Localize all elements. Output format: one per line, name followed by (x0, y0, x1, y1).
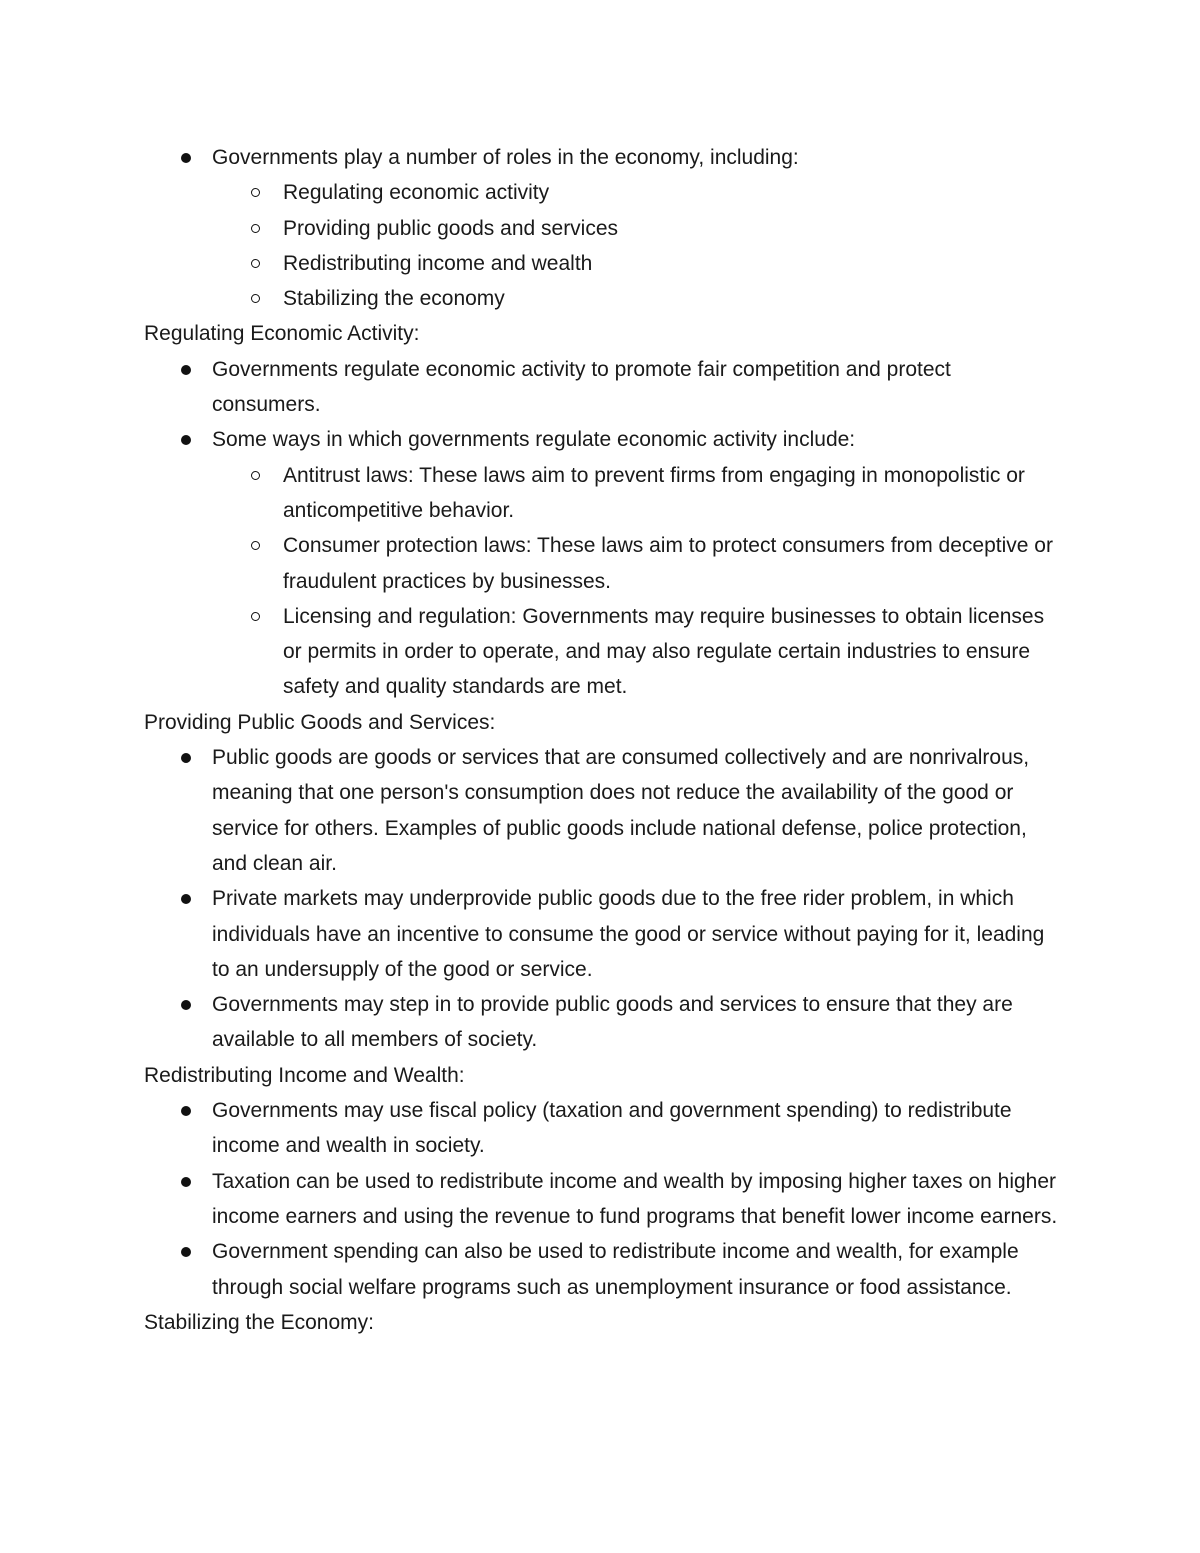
bullet-circle-icon (251, 471, 260, 480)
document-page (144, 140, 1064, 1340)
public-goods-list (144, 740, 1064, 1058)
list-item: Redistributing income and wealth (144, 246, 1064, 281)
section-heading-regulating: Regulating Economic Activity: (144, 322, 420, 346)
list-item: Governments play a number of roles in the economy, including: (144, 140, 1064, 175)
bullet-dot-icon (181, 1000, 191, 1010)
bullet-circle-icon (251, 224, 260, 233)
list-item: Consumer protection laws: These laws aim to protect consumers from deceptive or fraudulent practices by businesses. (144, 528, 1064, 599)
bullet-dot-icon (181, 365, 191, 375)
section-heading-stabilizing: Stabilizing the Economy: (144, 1310, 374, 1334)
bullet-circle-icon (251, 612, 260, 621)
bullet-dot-icon (181, 1106, 191, 1116)
bullet-dot-icon (181, 753, 191, 763)
list-item: Some ways in which governments regulate economic activity include: (144, 422, 1064, 457)
section-heading-redistributing: Redistributing Income and Wealth: (144, 1063, 465, 1087)
list-item: Governments regulate economic activity to promote fair competition and protect consumers. (144, 352, 1064, 423)
list-item: Providing public goods and services (144, 211, 1064, 246)
bullet-dot-icon (181, 435, 191, 445)
redistributing-list (144, 1093, 1064, 1305)
bullet-circle-icon (251, 188, 260, 197)
list-item: Private markets may underprovide public goods due to the free rider problem, in which individuals have an incentive to consume the good or service without paying for it, leading to an undersupply of the good or service. (144, 881, 1064, 987)
section-heading-public-goods: Providing Public Goods and Services: (144, 710, 496, 734)
bullet-circle-icon (251, 294, 260, 303)
list-item: Licensing and regulation: Governments may require businesses to obtain licenses or permits in order to operate, and may also regulate certain industries to ensure safety and quality standards are met. (144, 599, 1064, 705)
list-item: Antitrust laws: These laws aim to prevent firms from engaging in monopolistic or anticompetitive behavior. (144, 458, 1064, 529)
list-item: Regulating economic activity (144, 175, 1064, 210)
list-item: Public goods are goods or services that are consumed collectively and are nonrivalrous, meaning that one person's consumption does not reduce the availability of the good or service for others. Examples of public goods include national defense, police protection, and clean air. (144, 740, 1064, 881)
list-item: Government spending can also be used to redistribute income and wealth, for example through social welfare programs such as unemployment insurance or food assistance. (144, 1234, 1064, 1305)
bullet-circle-icon (251, 541, 260, 550)
bullet-dot-icon (181, 894, 191, 904)
bullet-dot-icon (181, 153, 191, 163)
regulating-list (144, 352, 1064, 705)
list-item: Stabilizing the economy (144, 281, 1064, 316)
bullet-dot-icon (181, 1177, 191, 1187)
intro-list (144, 140, 1064, 316)
list-item: Taxation can be used to redistribute income and wealth by imposing higher taxes on higher income earners and using the revenue to fund programs that benefit lower income earners. (144, 1164, 1064, 1235)
list-item: Governments may step in to provide public goods and services to ensure that they are available to all members of society. (144, 987, 1064, 1058)
bullet-dot-icon (181, 1247, 191, 1257)
bullet-circle-icon (251, 259, 260, 268)
list-item: Governments may use fiscal policy (taxation and government spending) to redistribute income and wealth in society. (144, 1093, 1064, 1164)
